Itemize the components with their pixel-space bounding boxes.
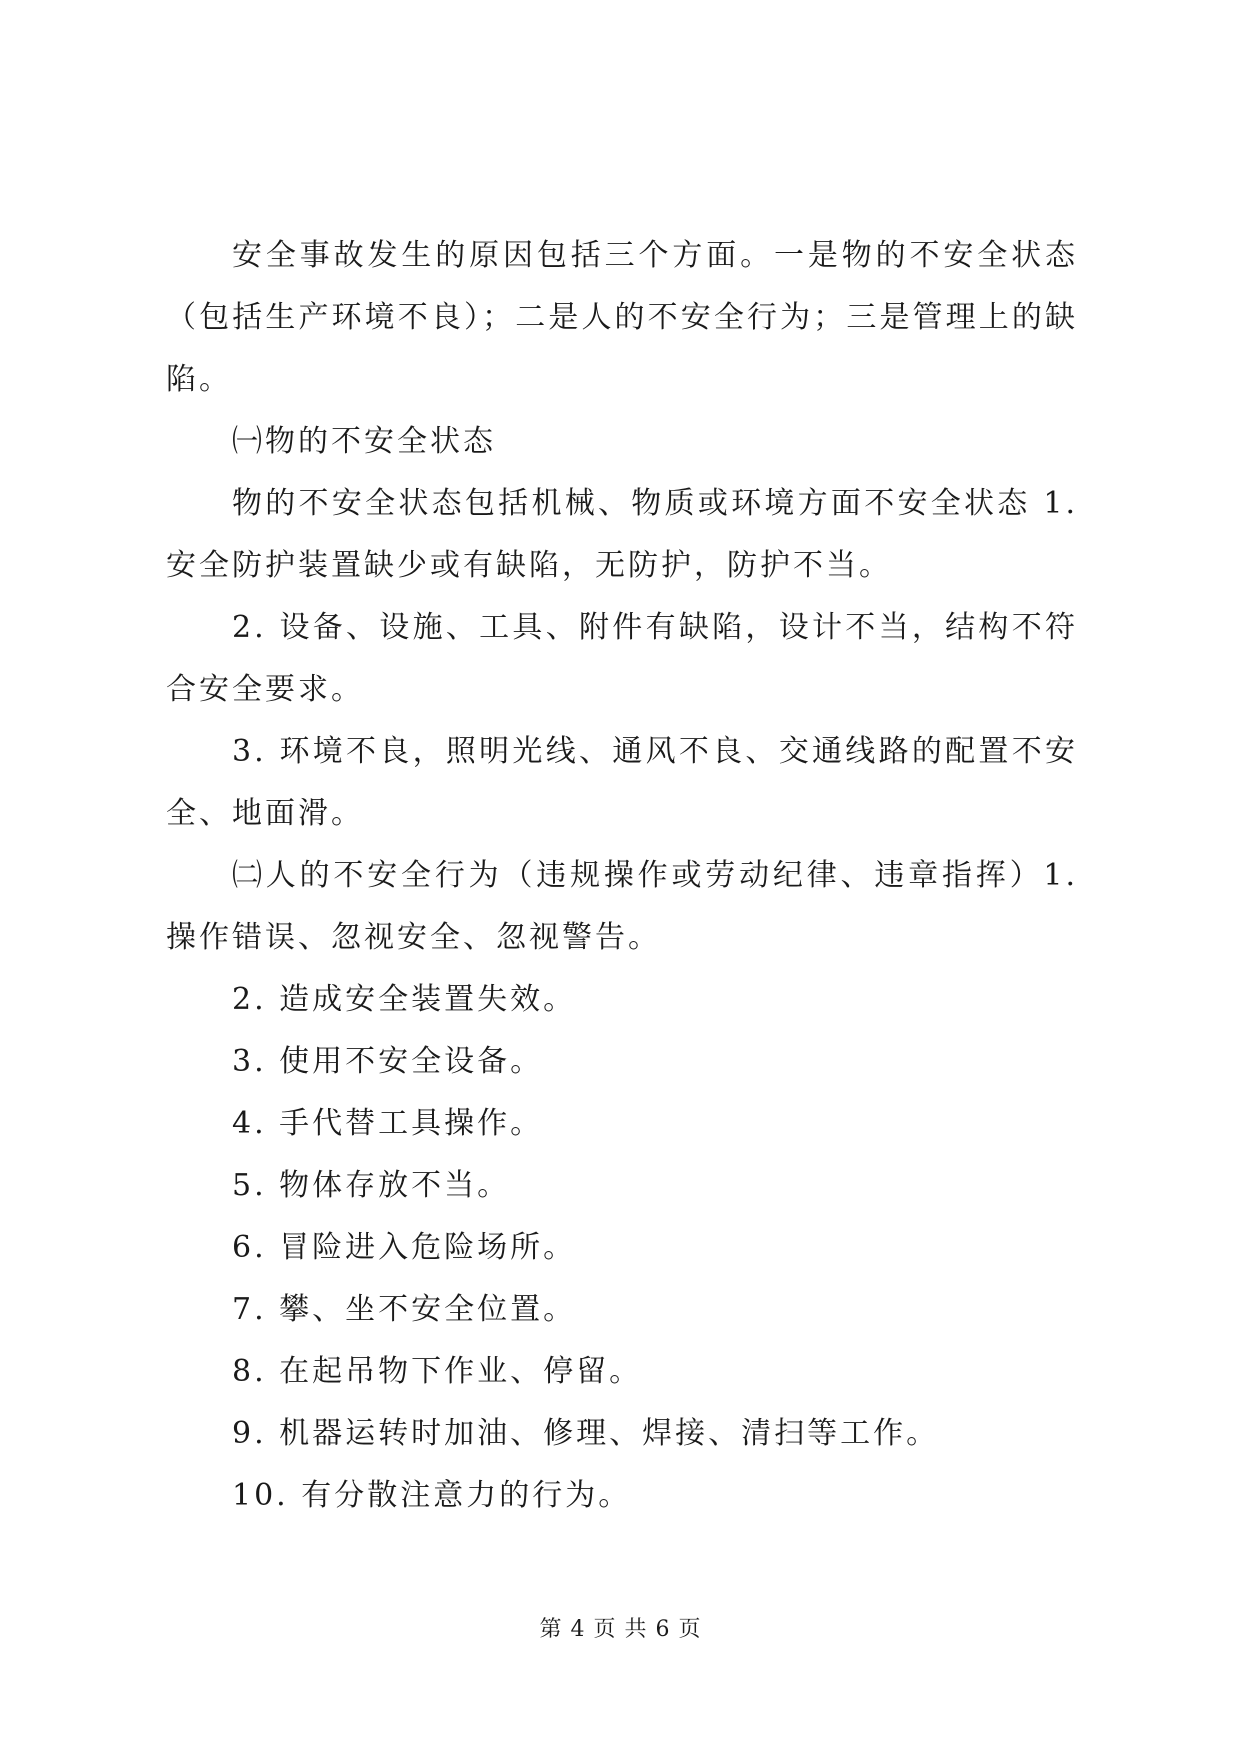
paragraph-item: 7. 攀、坐不安全位置。 xyxy=(232,1292,577,1327)
page-number-footer: 第 4 页 共 6 页 xyxy=(539,1617,702,1642)
paragraph-item: 3. 环境不良，照明光线、通风不良、交通线路的配置不安全、地面滑。 xyxy=(166,734,1078,831)
paragraph-item: 2. 设备、设施、工具、附件有缺陷，设计不当，结构不符合安全要求。 xyxy=(166,610,1078,707)
paragraph-item: 4. 手代替工具操作。 xyxy=(232,1106,544,1141)
section-heading-2: ㈡人的不安全行为（违规操作或劳动纪律、违章指挥）1. 操作错误、忽视安全、忽视警告。 xyxy=(166,858,1078,955)
paragraph-item: 6. 冒险进入危险场所。 xyxy=(232,1230,577,1265)
paragraph-item: 5. 物体存放不当。 xyxy=(232,1168,511,1203)
paragraph-item: 10. 有分散注意力的行为。 xyxy=(232,1478,632,1513)
document-body xyxy=(166,225,1078,1527)
paragraph-intro: 安全事故发生的原因包括三个方面。一是物的不安全状态（包括生产环境不良）；二是人的不安全行为；三是管理上的缺陷。 xyxy=(166,238,1078,397)
paragraph-item: 9. 机器运转时加油、修理、焊接、清扫等工作。 xyxy=(232,1416,940,1451)
paragraph-item: 3. 使用不安全设备。 xyxy=(232,1044,544,1079)
section-heading-1: ㈠物的不安全状态 xyxy=(232,424,496,459)
paragraph-item: 2. 造成安全装置失效。 xyxy=(232,982,577,1017)
paragraph-item: 8. 在起吊物下作业、停留。 xyxy=(232,1354,643,1389)
paragraph-item: 物的不安全状态包括机械、物质或环境方面不安全状态 1. 安全防护装置缺少或有缺陷，无防护，防护不当。 xyxy=(166,486,1078,583)
